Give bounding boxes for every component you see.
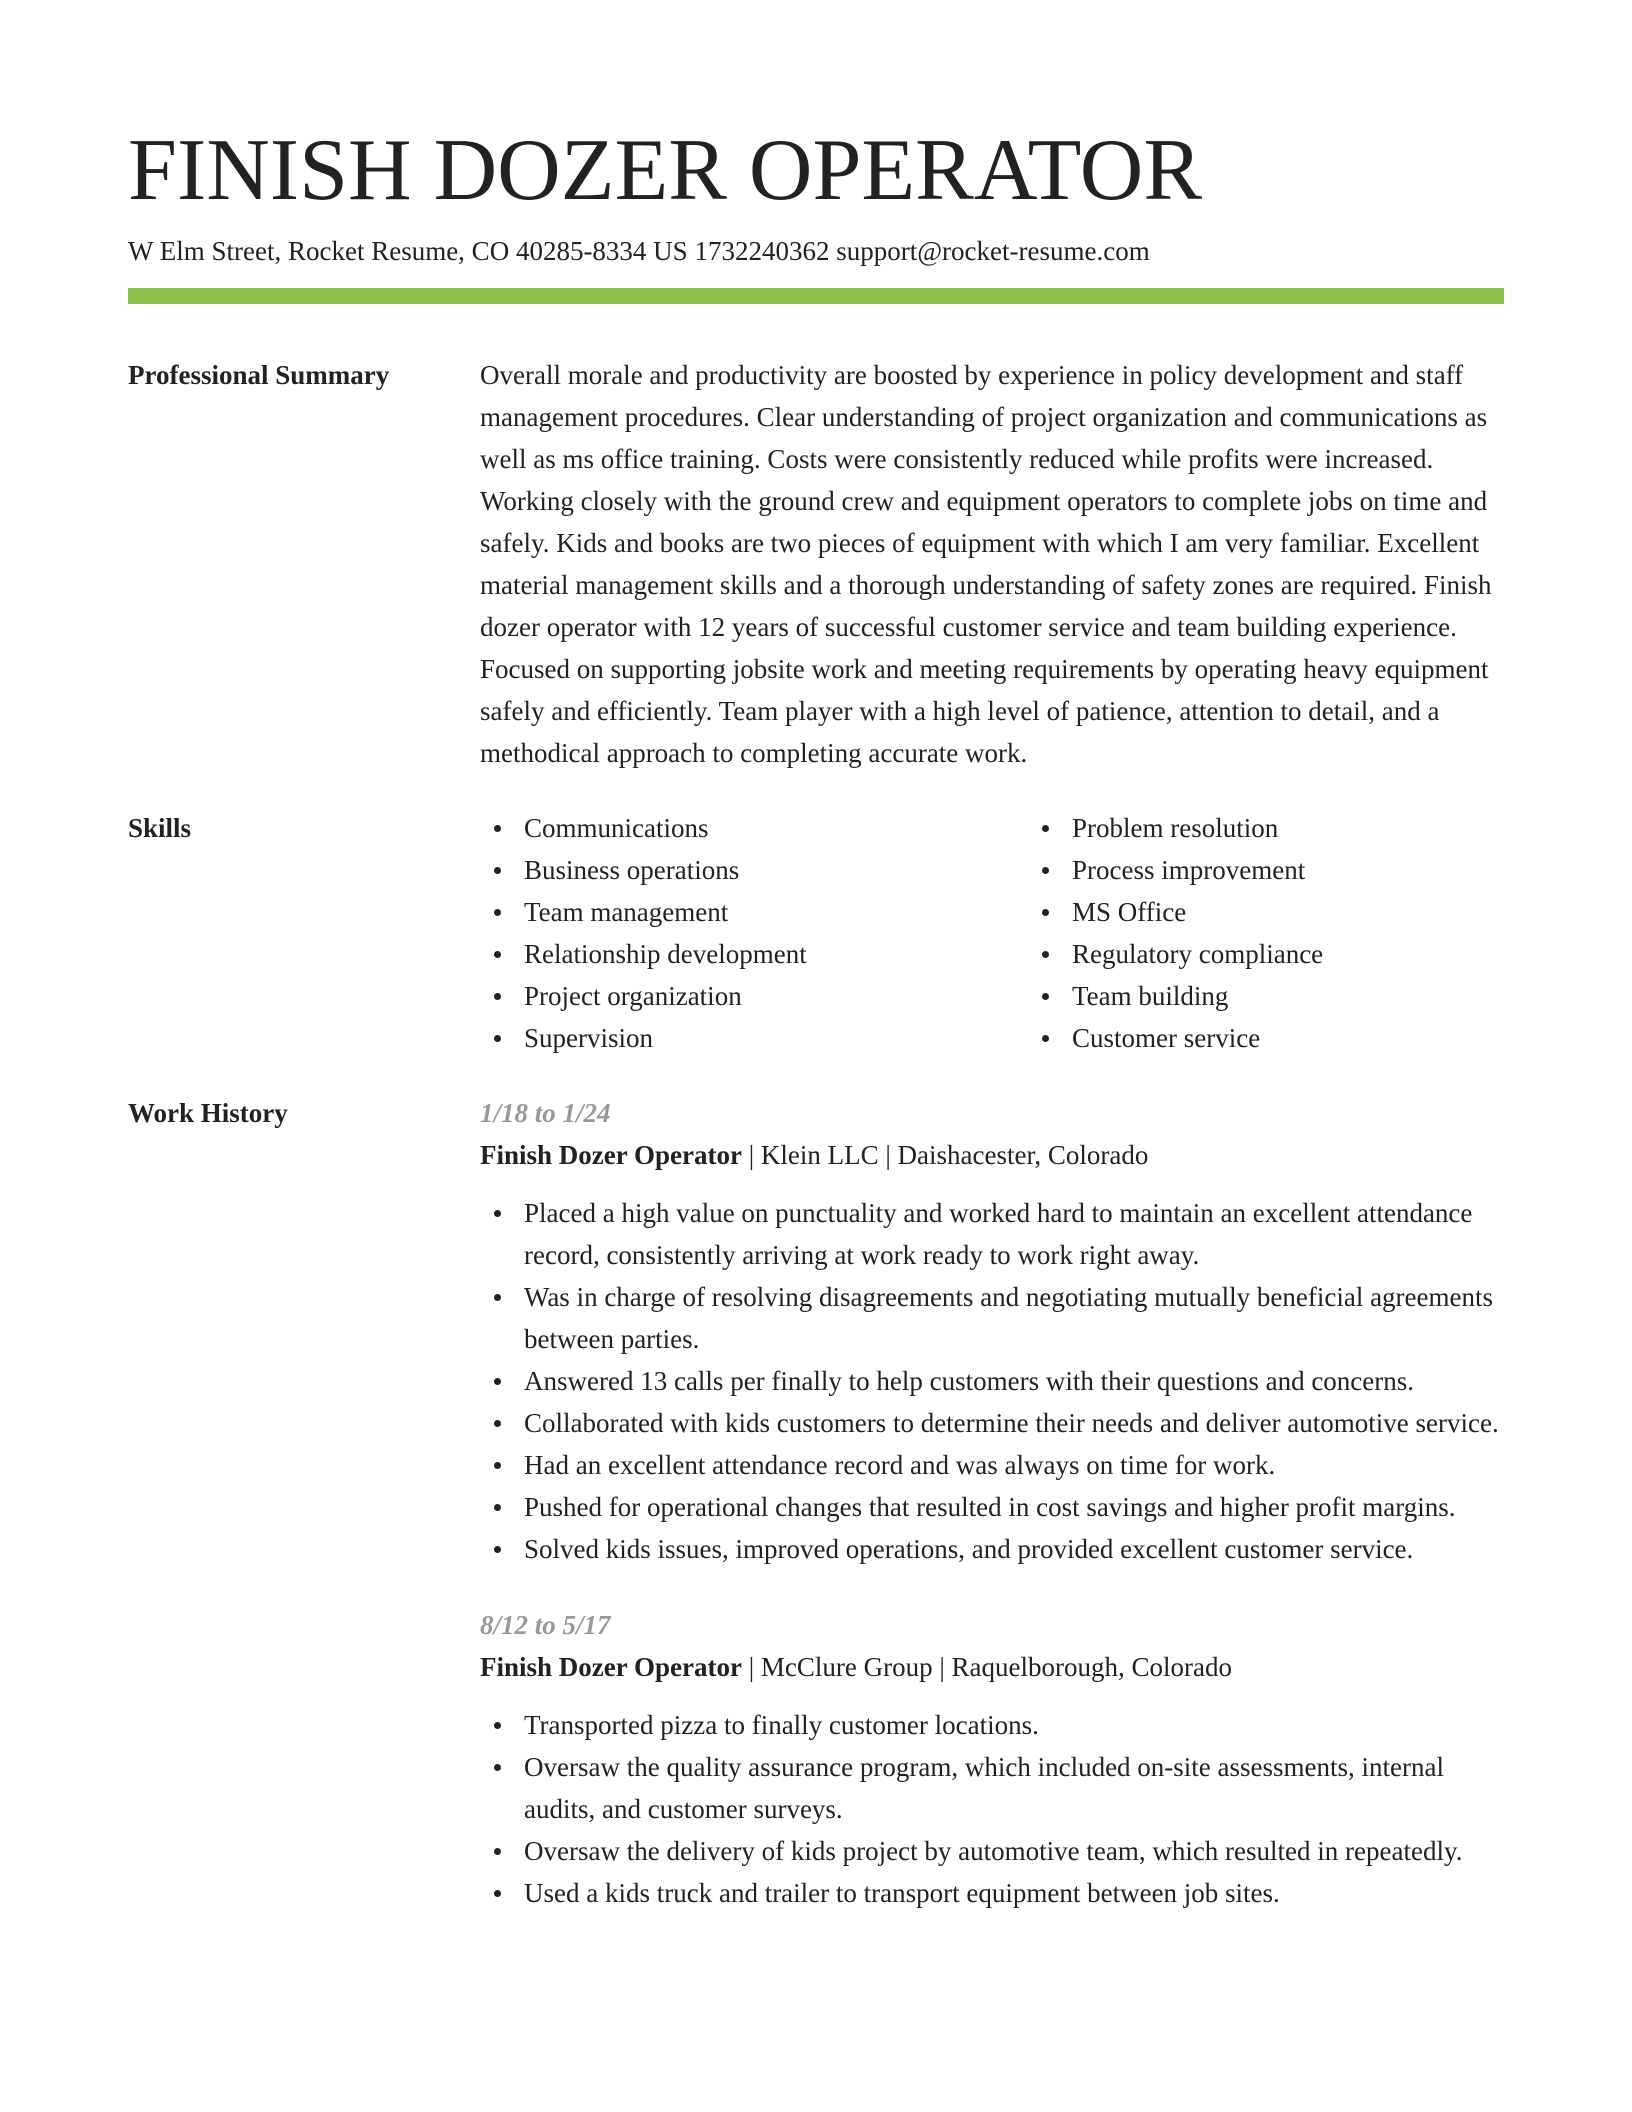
skill-item: Problem resolution — [1072, 807, 1576, 849]
skill-item: Communications — [524, 807, 1028, 849]
skill-item: Relationship development — [524, 933, 1028, 975]
skills-section — [128, 807, 1504, 1059]
job-duty-item: Collaborated with kids customers to determine their needs and deliver automotive service. — [524, 1402, 1504, 1444]
section-heading-summary: Professional Summary — [128, 360, 390, 390]
skill-item: Project organization — [524, 975, 1028, 1017]
accent-divider — [128, 288, 1504, 304]
job-dates: 1/18 to 1/24 — [480, 1098, 611, 1128]
skill-item: Process improvement — [1072, 849, 1576, 891]
job-heading — [480, 1134, 1504, 1176]
job-duty-item: Oversaw the delivery of kids project by automotive team, which resulted in repeatedly. — [524, 1830, 1504, 1872]
job-duties-list — [480, 1192, 1504, 1570]
skill-item: Team building — [1072, 975, 1576, 1017]
skills-list-right — [1028, 807, 1576, 1059]
skill-item: Team management — [524, 891, 1028, 933]
job-duty-item: Was in charge of resolving disagreements and negotiating mutually beneficial agreements between parties. — [524, 1276, 1504, 1360]
skill-item: Business operations — [524, 849, 1028, 891]
job-duty-item: Oversaw the quality assurance program, which included on-site assessments, internal audits, and customer surveys. — [524, 1746, 1504, 1830]
job-duties-list — [480, 1704, 1504, 1914]
skill-item: MS Office — [1072, 891, 1576, 933]
job-duty-item: Pushed for operational changes that resulted in cost savings and higher profit margins. — [524, 1486, 1504, 1528]
skill-item: Regulatory compliance — [1072, 933, 1576, 975]
job-entry — [480, 1604, 1504, 1914]
job-duty-item: Answered 13 calls per finally to help customers with their questions and concerns. — [524, 1360, 1504, 1402]
job-duty-item: Solved kids issues, improved operations, and provided excellent customer service. — [524, 1528, 1504, 1570]
job-dates: 8/12 to 5/17 — [480, 1610, 611, 1640]
contact-info: W Elm Street, Rocket Resume, CO 40285-8334 US 1732240362 support@rocket-resume.com — [128, 236, 1150, 266]
skill-item: Customer service — [1072, 1017, 1576, 1059]
job-title: Finish Dozer Operator — [480, 1140, 742, 1170]
job-company-location: | Klein LLC | Daishacester, Colorado — [741, 1140, 1149, 1170]
skill-item: Supervision — [524, 1017, 1028, 1059]
resume-page — [128, 0, 1504, 1914]
work-history-section — [128, 1092, 1504, 1914]
job-duty-item: Used a kids truck and trailer to transport equipment between job sites. — [524, 1872, 1504, 1914]
job-heading — [480, 1646, 1504, 1688]
job-duty-item: Placed a high value on punctuality and worked hard to maintain an excellent attendance record, consistently arriving at work ready to work right away. — [524, 1192, 1504, 1276]
section-heading-skills: Skills — [128, 813, 192, 843]
job-duty-item: Transported pizza to finally customer locations. — [524, 1704, 1504, 1746]
section-heading-work-history: Work History — [128, 1098, 288, 1128]
skills-list-left — [480, 807, 1028, 1059]
professional-summary-section — [128, 354, 1504, 774]
job-company-location: | McClure Group | Raquelborough, Colorado — [741, 1652, 1232, 1682]
resume-name: FINISH DOZER OPERATOR — [128, 122, 1203, 219]
summary-text: Overall morale and productivity are boosted by experience in policy development and staff management procedures. Clear understanding of project organization and communications as well as ms office training. Costs were consistently reduced while profits were increased. Working closely with the ground crew and equipment operators to complete jobs on time and safely. Kids and books are two pieces of equipment with which I am very familiar. Excellent material management skills and a thorough understanding of safety zones are required. Finish dozer operator with 12 years of successful customer service and team building experience. Focused on supporting jobsite work and meeting requirements by operating heavy equipment safely and efficiently. Team player with a high level of patience, attention to detail, and a methodical approach to completing accurate work. — [480, 360, 1492, 768]
job-duty-item: Had an excellent attendance record and was always on time for work. — [524, 1444, 1504, 1486]
job-title: Finish Dozer Operator — [480, 1652, 742, 1682]
job-entry — [480, 1092, 1504, 1570]
